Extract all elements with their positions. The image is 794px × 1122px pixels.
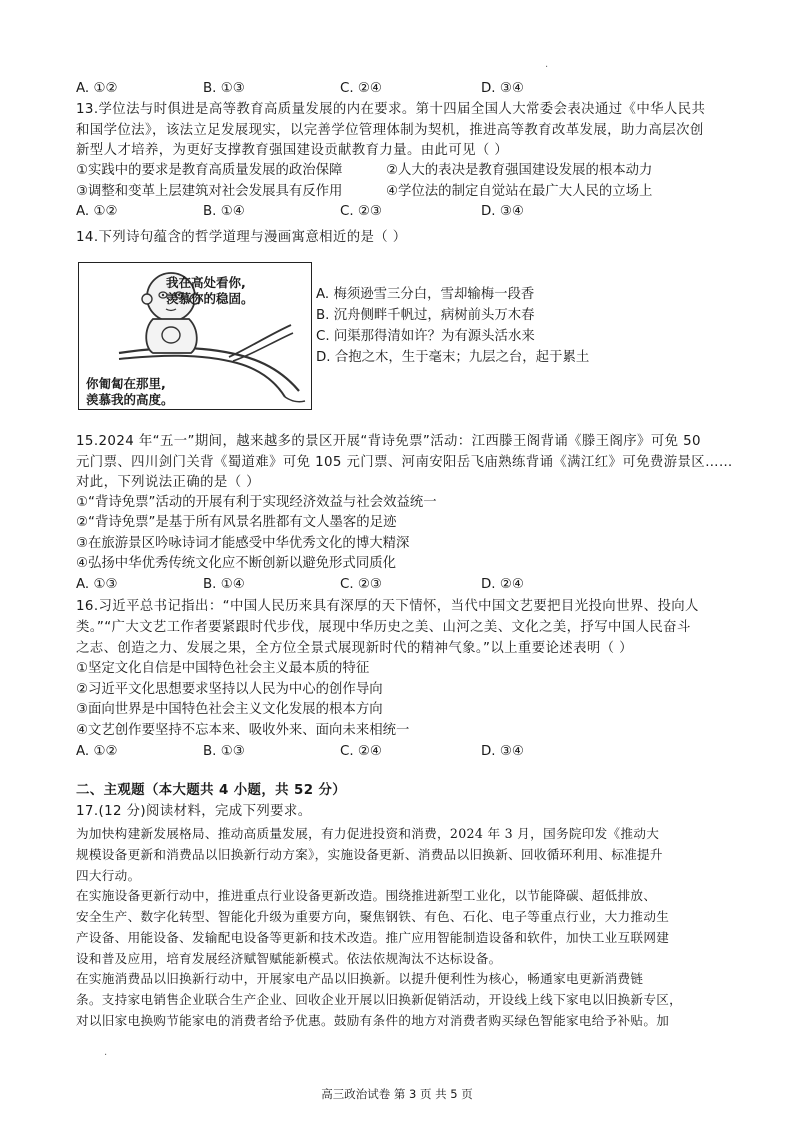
q15-option-c: C. ②③ <box>340 577 382 592</box>
q16-item-1: ①坚定文化自信是中国特色社会主义最本质的特征 <box>76 661 370 676</box>
cartoon-speech-top-line-1: 我在高处看你, <box>166 275 246 290</box>
q15-item-3: ③在旅游景区吟咏诗词才能感受中华优秀文化的博大精深 <box>76 536 410 551</box>
cartoon-speech-top-line-2: 羡慕你的稳固。 <box>166 291 254 306</box>
scan-dot-bottom: · <box>104 1050 108 1061</box>
material-line-6: 产设备、用能设备、发输配电设备等更新和技术改造。推广应用智能制造设备和软件，加快工业互联网建 <box>76 930 670 945</box>
q16-item-4: ④文艺创作要坚持不忘本来、吸收外来、面向未来相统一 <box>76 723 410 738</box>
q15-option-b: B. ①④ <box>203 577 245 592</box>
q13-option-c: C. ②③ <box>340 204 382 219</box>
q17-stem: 17.(12 分)阅读材料，完成下列要求。 <box>76 804 312 819</box>
q13-stem-line-2: 和国学位法》，该法立足发展现实，以完善学位管理体制为契机，推进高等教育改革发展，助力高层次创 <box>76 123 704 138</box>
q16-stem-line-2: 类。”“广大文艺工作者要紧跟时代步伐，展现中华历史之美、山河之美、文化之美，抒写中国人民奋斗 <box>76 620 691 635</box>
material-line-5: 安全生产、数字化转型、智能化升级为重要方向，聚焦钢铁、有色、石化、电子等重点行业，大力推动生 <box>76 909 670 924</box>
material-line-3: 四大行动。 <box>76 868 141 883</box>
q12-option-d: D. ③④ <box>481 81 524 96</box>
q14-option-d: D. 合抱之木，生于毫末；九层之台，起于累土 <box>316 350 590 365</box>
q14-option-a: A. 梅须逊雪三分白，雪却输梅一段香 <box>316 287 535 302</box>
q15-option-a: A. ①③ <box>76 577 118 592</box>
q16-item-2: ②习近平文化思想要求坚持以人民为中心的创作导向 <box>76 682 383 697</box>
q12-option-b: B. ①③ <box>203 81 245 96</box>
q14-option-c: C. 问渠那得清如许？为有源头活水来 <box>316 329 535 344</box>
q15-item-4: ④弘扬中华优秀传统文化应不断创新以避免形式同质化 <box>76 556 396 571</box>
q16-option-c: C. ②④ <box>340 744 382 759</box>
q13-option-a: A. ①② <box>76 204 118 219</box>
q13-item-4: ④学位法的制定自觉站在最广大人民的立场上 <box>386 184 653 199</box>
q15-stem-line-2: 元门票、四川剑门关背《蜀道难》可免 105 元门票、河南安阳岳飞庙熟练背诵《满江红》可免费游景区…… <box>76 455 733 470</box>
cartoon-speech-bottom-line-2: 羡慕我的高度。 <box>86 392 174 407</box>
q13-stem-line-1: 13.学位法与时俱进是高等教育高质量发展的内在要求。第十四届全国人大常委会表决通过《中华人民共 <box>76 102 706 117</box>
material-line-7: 设和普及应用，培育发展经济赋智赋能新模式。依法依规淘汰不达标设备。 <box>76 951 502 966</box>
q14-stem: 14.下列诗句蕴含的哲学道理与漫画寓意相近的是（ ） <box>76 230 407 245</box>
material-line-2: 规模设备更新和消费品以旧换新行动方案》，实施设备更新、消费品以旧换新、回收循环利用、标准提升 <box>76 847 663 862</box>
cartoon-speech-top <box>166 275 254 307</box>
q13-item-2: ②人大的表决是教育强国建设发展的根本动力 <box>386 163 653 178</box>
q13-option-d: D. ③④ <box>481 204 524 219</box>
material-line-9: 条。支持家电销售企业联合生产企业、回收企业开展以旧换新促销活动，开设线上线下家电以旧换新专区， <box>76 992 683 1007</box>
q12-option-a: A. ①② <box>76 81 118 96</box>
section-2-title: 二、主观题（本大题共 4 小题，共 52 分） <box>76 783 347 798</box>
q16-option-a: A. ①② <box>76 744 118 759</box>
q13-item-1: ①实践中的要求是教育高质量发展的政治保障 <box>76 163 343 178</box>
cartoon-speech-bottom-line-1: 你匍匐在那里, <box>86 376 166 391</box>
cartoon-speech-bottom <box>86 376 174 408</box>
material-line-10: 对以旧家电换购节能家电的消费者给予优惠。鼓励有条件的地方对消费者购买绿色智能家电给予补贴。加 <box>76 1013 670 1028</box>
scan-dot-top: · <box>545 62 549 73</box>
q16-item-3: ③面向世界是中国特色社会主义文化发展的根本方向 <box>76 702 383 717</box>
q13-stem-line-3: 新型人才培养，为更好支撑教育强国建设贡献教育力量。由此可见（ ） <box>76 143 509 158</box>
q13-option-b: B. ①④ <box>203 204 245 219</box>
q15-option-d: D. ②④ <box>481 577 524 592</box>
q16-option-b: B. ①③ <box>203 744 245 759</box>
q15-item-1: ①“背诗免票”活动的开展有利于实现经济效益与社会效益统一 <box>76 495 437 510</box>
q12-option-c: C. ②④ <box>340 81 382 96</box>
material-line-1: 为加快构建新发展格局、推动高质量发展，有力促进投资和消费，2024 年 3 月，国务院印发《推动大 <box>76 826 660 841</box>
q15-item-2: ②“背诗免票”是基于所有风景名胜都有文人墨客的足迹 <box>76 515 397 530</box>
q16-stem-line-3: 之志、创造之力、发展之果，全方位全景式展现新时代的精神气象。”以上重要论述表明（ ） <box>76 641 633 656</box>
material-line-4: 在实施设备更新行动中，推进重点行业设备更新改造。围绕推进新型工业化，以节能降碳、超低排放、 <box>76 888 657 903</box>
q15-stem-line-1: 15.2024 年“五一”期间，越来越多的景区开展“背诗免票”活动：江西滕王阁背诵《滕王阁序》可免 50 <box>76 434 701 449</box>
material-line-8: 在实施消费品以旧换新行动中，开展家电产品以旧换新。以提升便利性为核心，畅通家电更新消费链 <box>76 971 644 986</box>
page-footer: 高三政治试卷 第 3 页 共 5 页 <box>321 1087 473 1101</box>
q14-option-b: B. 沉舟侧畔千帆过，病树前头万木春 <box>316 308 535 323</box>
q16-stem-line-1: 16.习近平总书记指出：“中国人民历来具有深厚的天下情怀，当代中国文艺要把目光投向世界、投向人 <box>76 599 699 614</box>
q15-stem-line-3: 对此，下列说法正确的是（ ） <box>76 475 260 490</box>
q13-item-3: ③调整和变革上层建筑对社会发展具有反作用 <box>76 184 343 199</box>
q16-option-d: D. ③④ <box>481 744 524 759</box>
